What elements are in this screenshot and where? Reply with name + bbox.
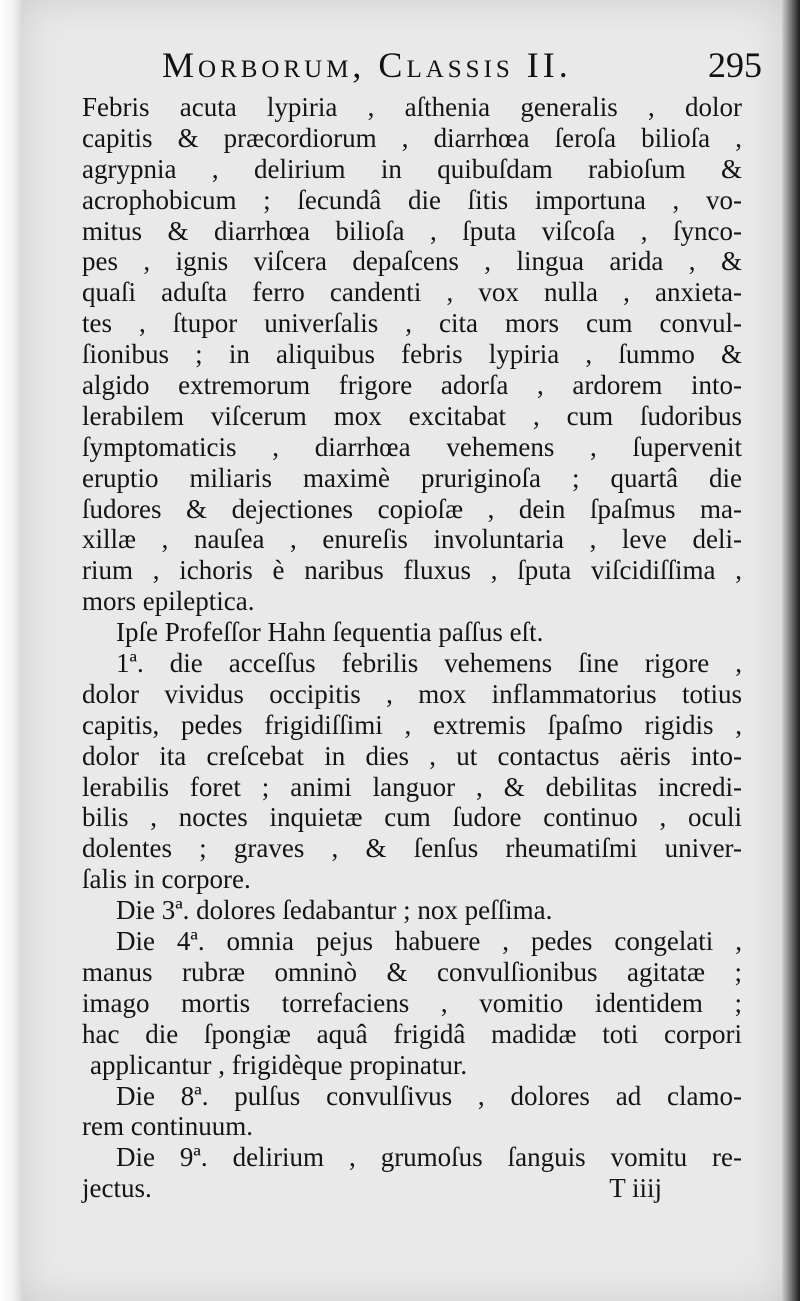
text-line: ſalis in corpore. [82,864,251,895]
text-line: ſudores & dejectiones copioſæ , dein ſpaſmus ma- [82,493,742,524]
text-line: dolor vividus occipitis , mox inflammatorius totius [82,678,742,709]
text-line: Ipſe Profeſſor Hahn ſequentia paſſus eſt. [116,617,544,648]
text-line: bilis , noctes inquietæ cum ſudore continuo , oculi [82,802,742,833]
text-line: dolor ita creſcebat in dies , ut contactus aëris into- [82,740,742,771]
text-line: rium , ichoris è naribus fluxus , ſputa viſcidiſſima , [82,555,742,586]
text-line: agrypnia , delirium in quibuſdam rabioſum & [82,153,742,184]
text-line: Die 8ª. pulſus convulſivus , dolores ad clamo- [116,1080,742,1111]
page-number: 295 [708,45,762,85]
text-line: algido extremorum frigore adorſa , ardorem into- [82,370,742,401]
text-line: applicantur , frigidèque propinatur. [90,1049,468,1080]
text-line: hac die ſpongiæ aquâ frigidâ madidæ toti corpori [82,1018,742,1049]
text-line: imago mortis torrefaciens , vomitio identidem ; [82,987,742,1018]
last-line [82,1173,742,1204]
text-line: rem continuum. [82,1111,253,1142]
signature-mark: T iiij [609,1173,662,1204]
text-line: capitis & præcordiorum , diarrhœa ſeroſa bilioſa , [82,122,742,153]
text-line: Die 4ª. omnia pejus habuere , pedes congelati , [116,926,742,957]
text-line: manus rubræ omninò & convulſionibus agitatæ ; [82,956,742,987]
text-line: Die 9ª. delirium , grumoſus ſanguis vomitu re- [116,1142,742,1173]
body-text [82,92,742,1204]
text-line: acrophobicum ; ſecundâ die ſitis importuna , vo- [82,184,742,215]
text-line: ſymptomaticis , diarrhœa vehemens , ſupervenit [82,431,742,462]
running-head: Morborum, Classis II. [162,45,572,85]
text-line: xillæ , nauſea , enureſis involuntaria , leve deli- [82,524,742,555]
text-line: Febris acuta lypiria , aſthenia generalis , dolor [82,92,742,122]
text-line: eruptio miliaris maximè pruriginoſa ; quartâ die [82,462,742,493]
text-line: lerabilem viſcerum mox excitabat , cum ſudoribus [82,400,742,431]
text-line: 1ª. die acceſſus febrilis vehemens ſine rigore , [116,648,742,679]
text-line: tes , ſtupor univerſalis , cita mors cum convul- [82,308,742,339]
page-right-edge-shadow [782,0,800,1301]
page-header [162,40,772,88]
text-line: dolentes ; graves , & ſenſus rheumatiſmi univer- [82,833,742,864]
text-line: capitis, pedes frigidiſſimi , extremis ſpaſmo rigidis , [82,709,742,740]
text-line: mors epileptica. [82,586,255,617]
text-line: ſionibus ; in aliquibus febris lypiria , ſummo & [82,339,742,370]
text-line: quaſi aduſta ferro candenti , vox nulla , anxieta- [82,277,742,308]
text-line: Die 3ª. dolores ſedabantur ; nox peſſima. [116,895,553,926]
text-line: lerabilis foret ; animi languor , & debilitas incredi- [82,771,742,802]
page-left-margin [0,0,22,1301]
last-line-word: jectus. [82,1173,152,1204]
text-line: pes , ignis viſcera depaſcens , lingua arida , & [82,246,742,277]
text-line: mitus & diarrhœa bilioſa , ſputa viſcoſa , ſynco- [82,215,742,246]
